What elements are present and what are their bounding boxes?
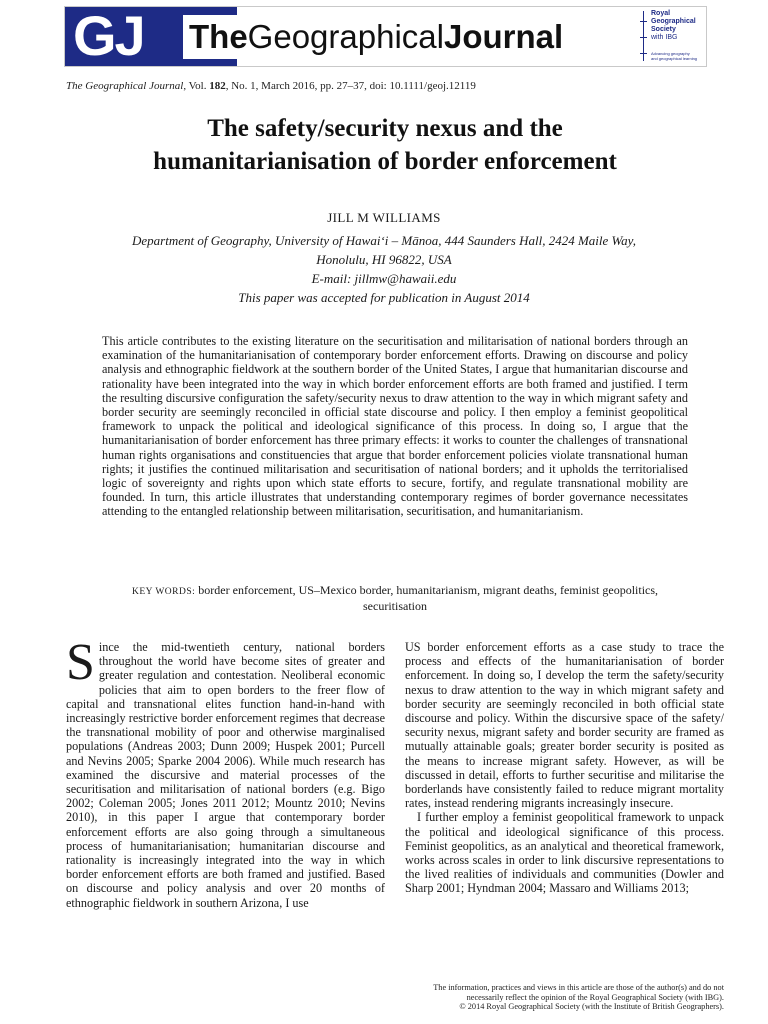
citation-prefix: , Vol. (183, 80, 210, 92)
citation-line (66, 80, 476, 92)
article-title-line2: humanitarianisation of border enforcement (153, 148, 617, 175)
journal-name-geographical: Geographical (247, 18, 444, 55)
rgs-line: Geographical (651, 18, 696, 25)
rgs-tick (640, 21, 647, 22)
footer-line: The information, practices and views in this article are those of the author(s) and do not (433, 983, 724, 992)
journal-name (183, 15, 569, 59)
rgs-line: Society (651, 26, 676, 33)
author-email: E-mail: jillmw@hawaii.edu (311, 271, 457, 286)
gj-logo: GJ (73, 4, 144, 67)
accepted-date: This paper was accepted for publication in August 2014 (238, 290, 530, 305)
keywords-label: KEY WORDS: (131, 587, 196, 597)
rgs-tagline-1: Advancing geography (651, 51, 690, 56)
body-paragraph: US border enforcement efforts as a case study to trace the process and effects of the humanitarianisation of border enforcement. In doing so, I develop the term the safety/security nexus to draw attention to the way in which migrant safety and border security are seemingly reconciled in both official state discourse and policy. Within the discursive space of the safety/ security nexus, migrant safety and border security are framed as mutually attainable goals; greater border security is posited as the means to increase migrant safety. However, as will be discussed in detail, efforts to further securitise and militarise the borderlands have consistently failed to reduce migrant mortality rates, instead rendering migrants increasingly insecure. (405, 640, 724, 811)
journal-name-journal: Journal (443, 18, 564, 55)
keywords-text: border enforcement, US–Mexico border, humanitarianism, migrant deaths, feminist geopolitics, securitisation (198, 583, 659, 614)
body-paragraph-text: ince the mid-twentieth century, national borders throughout the world have become sites of greater and greater regulation and contestation. Neoliberal economic policies that aim to open borders to the freer flow of capital and transnational elites function hand-in-hand with increasingly restrictive border enforcement regimes that decrease the transnational mobility of poor and otherwise marginalised populations (Andreas 2003; Dunn 2009; Huspek 2001; Purcell and Nevins 2005; Sparke 2004 2006). While much research has examined the discursive and material processes of the securitisation and militarisation of national borders (e.g. Bigo 2002; Coleman 2005; Jones 2011 2012; Mountz 2010; Nevins 2010), in this paper I argue that contemporary border enforcement efforts are also going through a simultaneous process of humanitarianisation; humanitarian discourse and rationality is increasingly integrated into the way in which border enforcement efforts are both framed and justified. Based on discourse and policy analysis and over 20 months of ethnographic fieldwork in southern Arizona, I use (66, 640, 385, 910)
affiliation-line2: Honolulu, HI 96822, USA (316, 252, 452, 267)
body-column-right (405, 640, 724, 896)
citation-rest: , No. 1, March 2016, pp. 27–37, doi: 10.1111/geoj.12119 (225, 80, 476, 92)
article-title-line1: The safety/security nexus and the (207, 115, 563, 142)
affiliation-line1: Department of Geography, University of Hawai‘i – Mānoa, 444 Saunders Hall, 2424 Maile Way, (132, 233, 636, 248)
rgs-tick (640, 37, 647, 38)
journal-name-the: The (189, 18, 248, 55)
body-paragraph (66, 634, 385, 910)
rgs-tagline-2: and geographical learning (651, 56, 698, 61)
abstract: This article contributes to the existing literature on the securitisation and militarisation of national borders through an examination of the humanitarianisation of contemporary border enforcement efforts. Drawing on discourse and policy analysis and ethnographic fieldwork at the southern border of the United States, I argue that humanitarian discourse and rationality have been integrated into the way in which border enforcement efforts are both framed and justified. I term the resulting discursive configuration the safety/security nexus to draw attention to the way in which migrant safety and border security are seemingly reconciled in official state discourse and policy. I then employ a feminist geopolitical framework to unpack the political and ideological significance of this process. In doing so, I argue that the humanitarianisation of border enforcement has three primary effects: it works to counter the challenges of transnational human rights organisations and constituencies that argue that border enforcement policies violate transnational human rights; it justifies the continued militarisation and securitisation of national borders; and it upholds the territorialised logic of sovereignty and rights upon which state efforts to secure, fortify, and regulate transnational mobility are founded. In turn, this article illustrates that understanding contemporary regimes of border governance necessitates attending to the entangled relationship between militarisation, securitisation, and humanitarianism. (102, 334, 688, 519)
citation-journal: The Geographical Journal (66, 80, 184, 92)
rgs-line: with IBG (651, 34, 678, 41)
rgs-logo (633, 9, 705, 64)
journal-banner (64, 6, 707, 67)
rgs-name (651, 10, 696, 42)
keywords (102, 583, 688, 613)
drop-cap: S (66, 634, 95, 691)
body-paragraph: I further employ a feminist geopolitical framework to unpack the political and ideological significance of this process. Feminist geopolitics, as an analytical and theoretical framework, works across scales in order to link discursive representations to the lived realities of individuals and communities (Dowler and Sharp 2001; Hyndman 2004; Massaro and Williams 2013; (405, 810, 724, 896)
rgs-line: Royal (651, 10, 671, 17)
citation-volume: 182 (209, 80, 226, 92)
rgs-tagline (651, 51, 697, 61)
rgs-tick (640, 53, 647, 54)
author-name: JILL M WILLIAMS (327, 210, 441, 225)
footer-line: necessarily reflect the opinion of the Royal Geographical Society (with IBG). (466, 992, 724, 1002)
body-column-left (66, 634, 385, 910)
article-title (40, 112, 730, 178)
footer-line: © 2014 Royal Geographical Society (with the Institute of British Geographers). (459, 1002, 724, 1012)
copyright-footer (300, 983, 724, 1012)
